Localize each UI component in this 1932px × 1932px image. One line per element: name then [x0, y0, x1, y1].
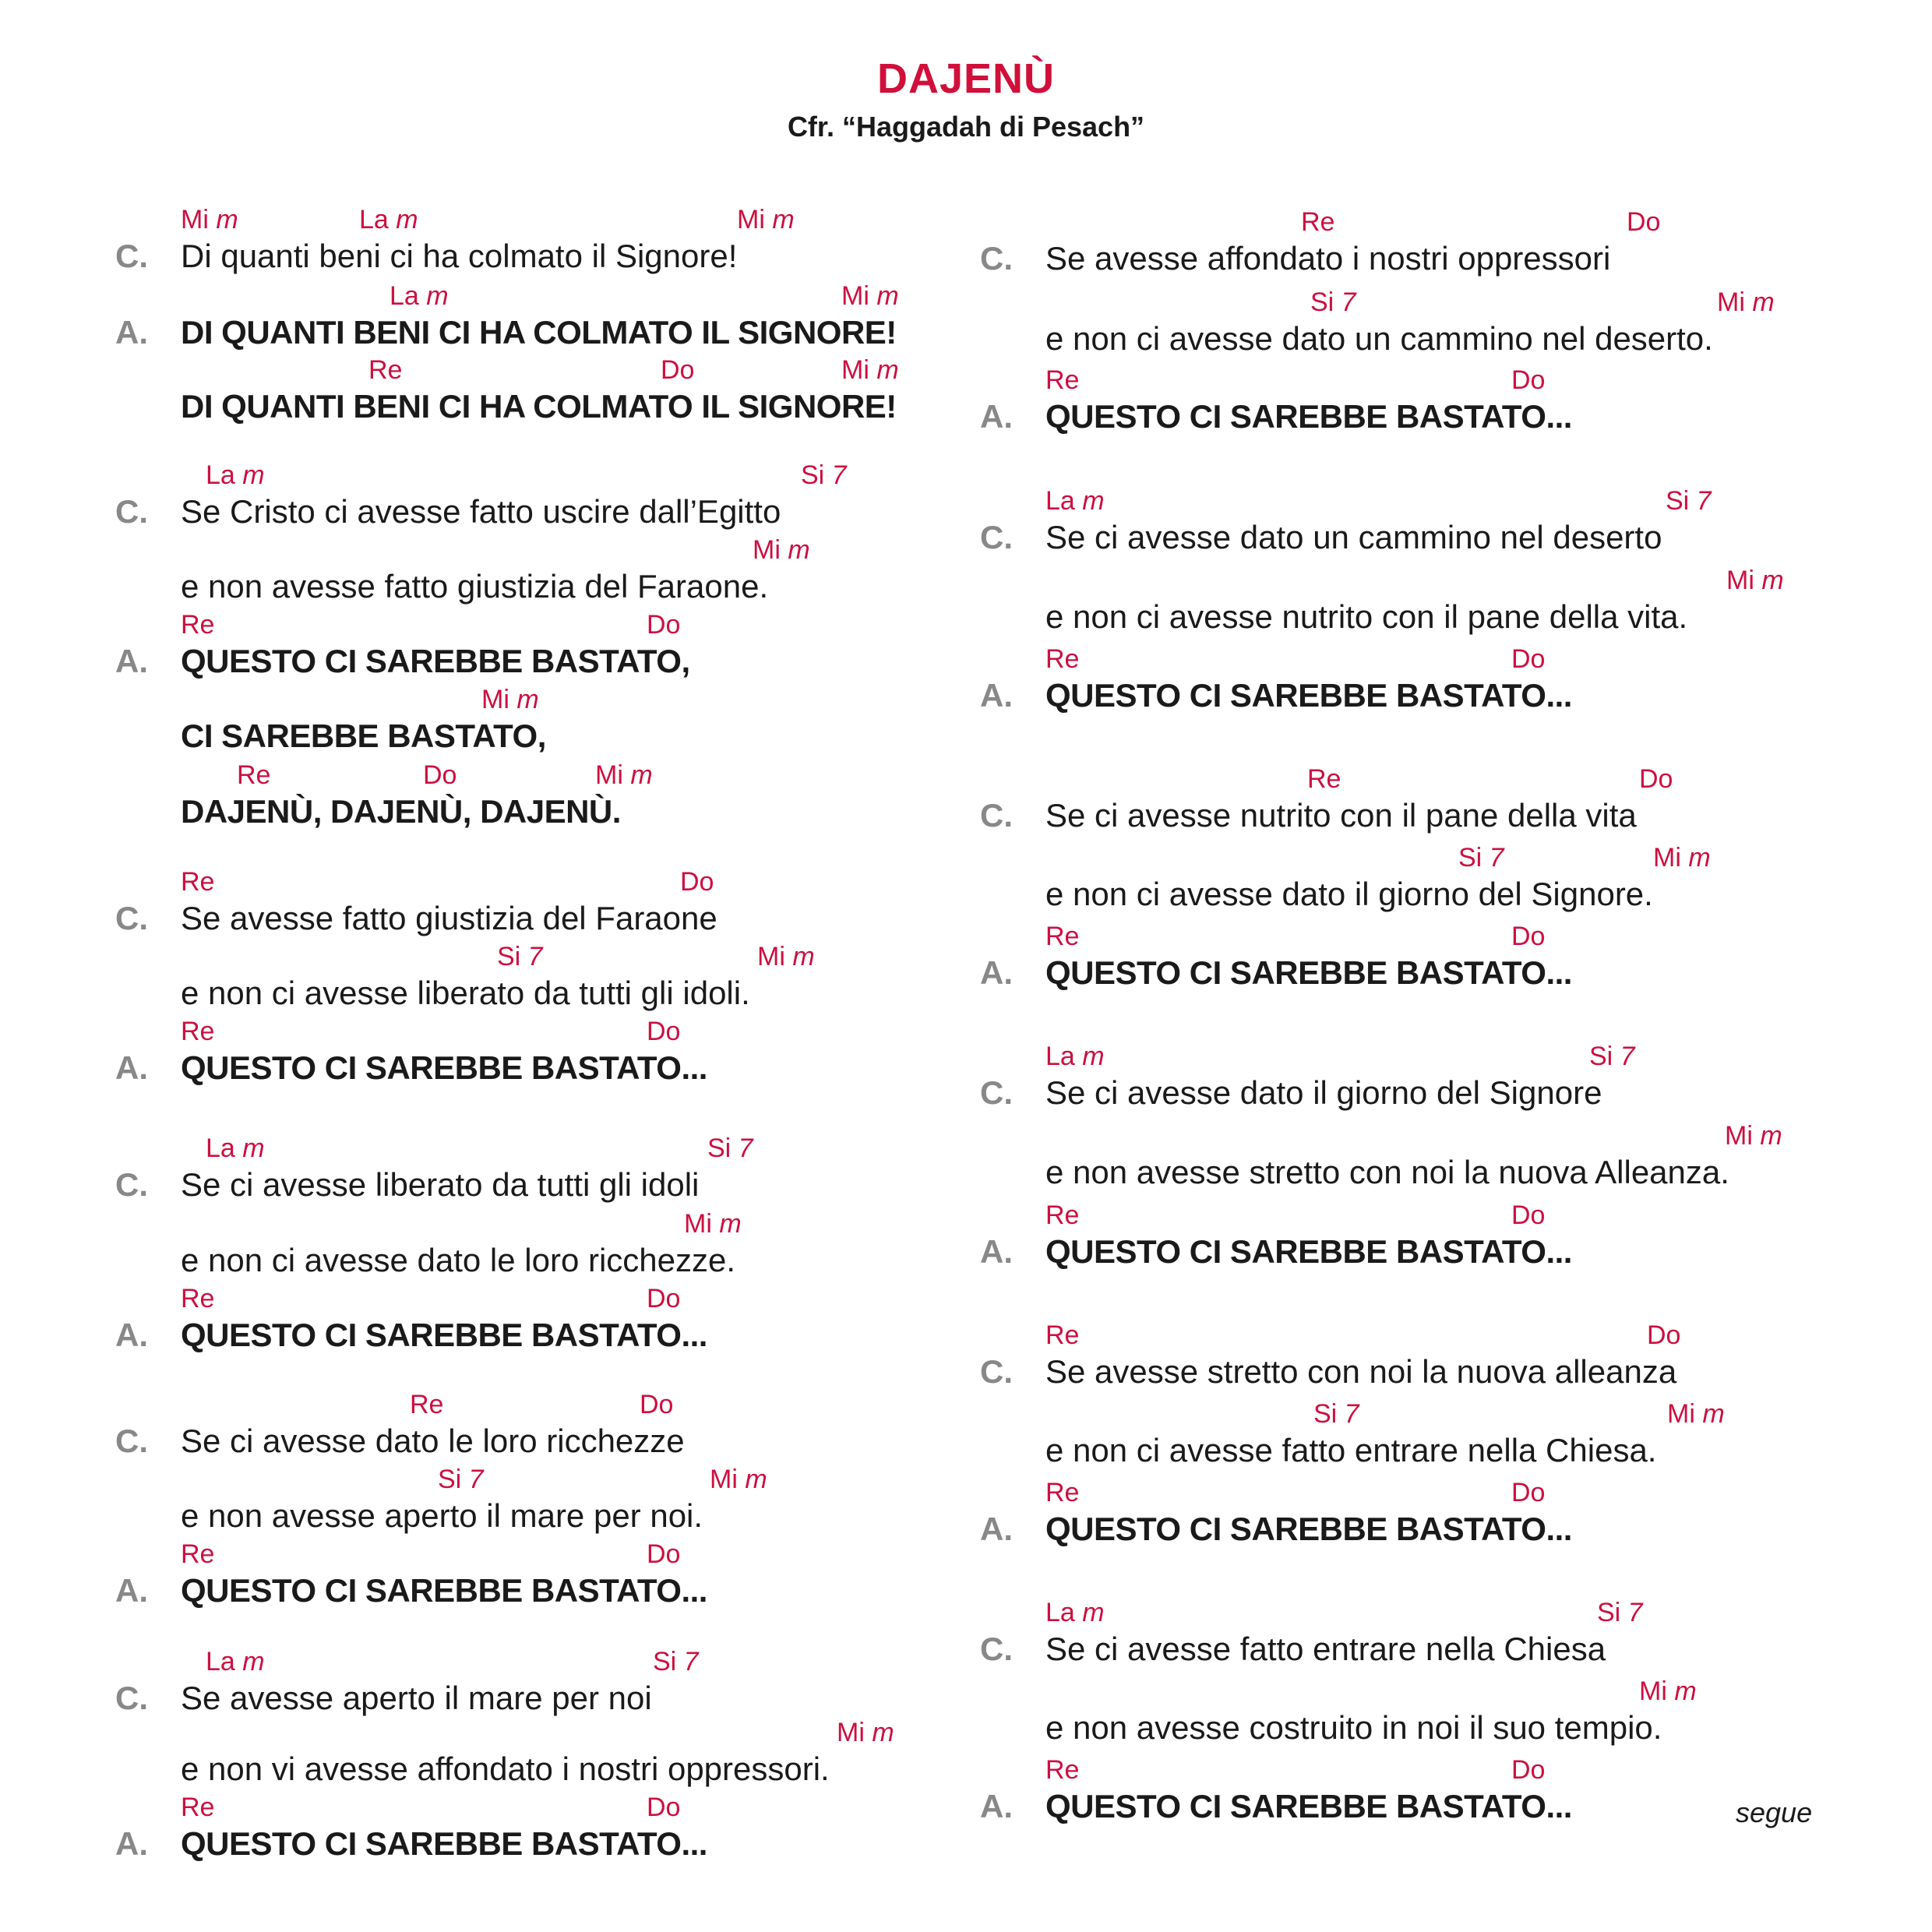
chord: Mi m — [757, 942, 815, 971]
chord: Mi m — [595, 760, 653, 790]
lyric-line — [980, 1477, 1876, 1555]
voice-label: A. — [980, 398, 1013, 435]
voice-label: A. — [980, 1788, 1013, 1824]
chord: Mi m — [1726, 566, 1784, 595]
assembly-lyric: DI QUANTI BENI CI HA COLMATO IL SIGNORE! — [181, 314, 897, 351]
lyric-line — [980, 643, 1876, 721]
chord: Do — [647, 1793, 681, 1822]
chord: Si 7 — [1310, 287, 1356, 317]
lyric-line — [115, 1208, 1011, 1286]
voice-label: C. — [980, 240, 1013, 277]
voice-label: A. — [115, 643, 148, 679]
chord-quality: m — [234, 1647, 265, 1676]
chord: La m — [359, 205, 418, 234]
cantor-lyric: e non ci avesse nutrito con il pane della vita. — [1045, 598, 1688, 635]
chord-quality: m — [869, 355, 899, 385]
chord: Do — [640, 1390, 674, 1419]
voice-label: C. — [980, 1353, 1013, 1390]
chord: Re — [181, 1284, 215, 1313]
assembly-lyric: QUESTO CI SAREBBE BASTATO... — [181, 1049, 707, 1086]
chord: Si 7 — [1313, 1399, 1359, 1429]
chord-quality: m — [1074, 1598, 1105, 1627]
chord: Do — [1647, 1320, 1681, 1350]
chord: Mi m — [753, 535, 810, 565]
cantor-lyric: e non ci avesse dato un cammino nel deserto. — [1045, 320, 1713, 357]
lyric-line — [115, 1389, 1011, 1467]
voice-label: A. — [115, 314, 148, 351]
chord-quality: m — [711, 1209, 742, 1239]
lyric-line — [115, 1539, 1011, 1616]
chord: Re — [181, 610, 215, 640]
chord: Do — [1511, 922, 1546, 951]
chord: Si 7 — [438, 1465, 484, 1494]
chord: Re — [181, 1017, 215, 1046]
voice-label: C. — [980, 1631, 1013, 1667]
lyric-line — [115, 1646, 1011, 1724]
cantor-lyric: e non vi avesse affondato i nostri oppressori. — [181, 1750, 830, 1787]
chord-quality: m — [1744, 287, 1775, 317]
chord-quality: 7 — [520, 942, 543, 971]
chord: Do — [647, 1284, 681, 1313]
chord-quality: m — [1666, 1676, 1697, 1706]
lyric-line — [115, 280, 1011, 358]
voice-label: C. — [115, 900, 148, 936]
chord-quality: m — [509, 685, 539, 714]
chord: Re — [1301, 207, 1335, 237]
chord: Mi m — [1653, 843, 1711, 873]
chord: Mi m — [1717, 287, 1775, 317]
lyric-line — [115, 1016, 1011, 1094]
chord: Mi m — [841, 355, 899, 385]
cantor-lyric: e non ci avesse liberato da tutti gli idoli. — [181, 975, 750, 1011]
lyric-line — [115, 354, 1011, 432]
assembly-lyric: QUESTO CI SAREBBE BASTATO... — [1045, 677, 1572, 714]
chord: Si 7 — [801, 460, 847, 490]
assembly-lyric: QUESTO CI SAREBBE BASTATO... — [181, 1572, 707, 1609]
chord: Re — [237, 760, 271, 790]
cantor-lyric: Se ci avesse dato un cammino nel deserto — [1045, 519, 1662, 555]
chord-quality: 7 — [1337, 1399, 1359, 1429]
lyric-line — [980, 1200, 1876, 1278]
chord: Si 7 — [707, 1133, 753, 1163]
cantor-lyric: e non avesse stretto con noi la nuova Alleanza. — [1045, 1154, 1729, 1190]
voice-label: C. — [980, 519, 1013, 555]
chord: Do — [1511, 644, 1546, 674]
chord: Do — [647, 1017, 681, 1046]
assembly-lyric: QUESTO CI SAREBBE BASTATO, — [181, 643, 690, 679]
chord: Do — [1511, 365, 1546, 395]
chord-quality: m — [418, 281, 449, 311]
chord: Mi m — [837, 1718, 894, 1747]
lyric-line — [980, 1320, 1876, 1398]
voice-label: C. — [115, 1423, 148, 1459]
lyric-line — [115, 1717, 1011, 1795]
lyric-line — [115, 760, 1011, 837]
chord: Re — [1045, 365, 1080, 395]
voice-label: C. — [115, 1166, 148, 1203]
chord: Mi m — [1725, 1121, 1782, 1151]
left-column — [115, 0, 1011, 1932]
chord-quality: m — [234, 1133, 265, 1163]
cantor-lyric: e non avesse fatto giustizia del Faraone. — [181, 568, 769, 605]
chord: Mi m — [1667, 1399, 1725, 1429]
lyric-line — [115, 609, 1011, 687]
lyric-line — [980, 1597, 1876, 1675]
chord: Re — [1045, 1755, 1080, 1785]
chord: Do — [661, 355, 695, 385]
chord: Si 7 — [1666, 486, 1712, 516]
chord-quality: m — [1074, 486, 1105, 516]
chord-quality: m — [1680, 843, 1711, 873]
lyric-line — [115, 534, 1011, 612]
lyric-line — [980, 1041, 1876, 1119]
chord-quality: m — [1694, 1399, 1725, 1429]
cantor-lyric: Se ci avesse liberato da tutti gli idoli — [181, 1166, 700, 1203]
chord-quality: 7 — [1334, 287, 1356, 317]
chord: Mi m — [737, 205, 795, 234]
chord: Re — [1045, 1478, 1080, 1507]
lyric-line — [115, 866, 1011, 944]
chord: La m — [206, 1133, 265, 1163]
voice-label: A. — [980, 1233, 1013, 1270]
cantor-lyric: Se avesse stretto con noi la nuova alleanza — [1045, 1353, 1677, 1390]
assembly-lyric: QUESTO CI SAREBBE BASTATO... — [1045, 1511, 1572, 1547]
lyric-line — [980, 565, 1876, 643]
chord-quality: m — [780, 535, 810, 565]
cantor-lyric: Se Cristo ci avesse fatto uscire dall’Egitto — [181, 493, 781, 530]
lyric-line — [980, 365, 1876, 442]
lyric-line — [980, 1676, 1876, 1754]
cantor-lyric: Se ci avesse dato le loro ricchezze — [181, 1423, 685, 1459]
chord: Si 7 — [1589, 1042, 1635, 1071]
chord: Si 7 — [653, 1647, 699, 1676]
voice-label: A. — [115, 1049, 148, 1086]
chord: Mi m — [710, 1465, 767, 1494]
chord: Re — [1045, 644, 1080, 674]
continues-note: segue — [1736, 1796, 1813, 1828]
cantor-lyric: Se ci avesse nutrito con il pane della vita — [1045, 797, 1637, 834]
cantor-lyric: Se avesse affondato i nostri oppressori — [1045, 240, 1611, 277]
chord: Do — [680, 867, 714, 897]
chord-quality: 7 — [676, 1647, 699, 1676]
lyric-line — [115, 684, 1011, 762]
chord: La m — [1045, 1598, 1105, 1627]
song-subtitle: Cfr. “Haggadah di Pesach” — [787, 111, 1145, 143]
lyric-line — [115, 941, 1011, 1019]
chord: Mi m — [481, 685, 539, 714]
cantor-lyric: Se ci avesse fatto entrare nella Chiesa — [1045, 1631, 1606, 1667]
assembly-lyric: QUESTO CI SAREBBE BASTATO... — [1045, 1233, 1572, 1270]
cantor-lyric: e non avesse aperto il mare per noi. — [181, 1497, 703, 1534]
lyric-line — [115, 1133, 1011, 1211]
chord: Re — [1045, 1320, 1080, 1350]
chord-quality: m — [234, 460, 265, 490]
chord: Mi m — [841, 281, 899, 311]
chord: Si 7 — [1597, 1598, 1643, 1627]
lyric-line — [980, 842, 1876, 920]
assembly-lyric: QUESTO CI SAREBBE BASTATO... — [181, 1317, 707, 1353]
assembly-lyric: QUESTO CI SAREBBE BASTATO... — [1045, 398, 1572, 435]
chord: Mi m — [181, 205, 238, 234]
chord: Re — [181, 1539, 215, 1569]
lyric-line — [115, 1464, 1011, 1542]
chord-quality: m — [1752, 1121, 1782, 1151]
chord: La m — [1045, 486, 1105, 516]
voice-label: A. — [115, 1317, 148, 1353]
chord: Do — [1511, 1478, 1546, 1507]
chord: Re — [1045, 1200, 1080, 1230]
assembly-lyric: QUESTO CI SAREBBE BASTATO... — [1045, 954, 1572, 991]
chord-quality: 7 — [461, 1465, 484, 1494]
cantor-lyric: Se ci avesse dato il giorno del Signore — [1045, 1074, 1602, 1111]
chord-quality: m — [388, 205, 418, 234]
chord: La m — [390, 281, 449, 311]
lyric-line — [115, 204, 1011, 282]
chord: La m — [206, 460, 265, 490]
chord-quality: 7 — [1482, 843, 1504, 873]
cantor-lyric: e non ci avesse dato le loro ricchezze. — [181, 1242, 736, 1278]
chord: Do — [647, 610, 681, 640]
lyric-line — [980, 1120, 1876, 1198]
chord: La m — [206, 1647, 265, 1676]
chord: Do — [1511, 1755, 1546, 1785]
chord-quality: m — [764, 205, 795, 234]
cantor-lyric: e non ci avesse dato il giorno del Signore. — [1045, 876, 1653, 912]
chord: Do — [1627, 207, 1661, 237]
voice-label: C. — [980, 797, 1013, 834]
right-column — [980, 0, 1876, 1932]
chord-quality: m — [737, 1465, 767, 1494]
lyric-line — [980, 1398, 1876, 1476]
cantor-lyric: Di quanti beni ci ha colmato il Signore! — [181, 238, 738, 274]
lyric-line — [980, 485, 1876, 563]
chord: Re — [1307, 764, 1341, 794]
cantor-lyric: e non ci avesse fatto entrare nella Chiesa. — [1045, 1432, 1657, 1468]
voice-label: A. — [980, 677, 1013, 714]
chord: Re — [1045, 922, 1080, 951]
chord-quality: m — [1074, 1042, 1105, 1071]
chord-quality: 7 — [1620, 1598, 1643, 1627]
lyric-line — [980, 287, 1876, 365]
lyric-line — [115, 1792, 1011, 1870]
assembly-lyric: QUESTO CI SAREBBE BASTATO... — [181, 1825, 707, 1862]
assembly-lyric: CI SAREBBE BASTATO, — [181, 717, 546, 754]
lyric-line — [980, 206, 1876, 284]
song-title: DAJENÙ — [876, 55, 1056, 102]
chord: Mi m — [1639, 1676, 1697, 1706]
chord-quality: m — [1754, 566, 1784, 595]
chord-quality: m — [622, 760, 653, 790]
chord: Do — [647, 1539, 681, 1569]
chord: Do — [1639, 764, 1673, 794]
chord: Re — [410, 1390, 444, 1419]
chord-quality: 7 — [1689, 486, 1712, 516]
cantor-lyric: e non avesse costruito in noi il suo tempio. — [1045, 1709, 1662, 1746]
assembly-lyric: DAJENÙ, DAJENÙ, DAJENÙ. — [181, 793, 621, 830]
chord: Re — [181, 1793, 215, 1822]
voice-label: A. — [980, 1511, 1013, 1547]
voice-label: C. — [115, 493, 148, 530]
voice-label: C. — [115, 238, 148, 274]
chord-quality: m — [784, 942, 815, 971]
lyric-line — [980, 921, 1876, 999]
chord: Do — [423, 760, 457, 790]
chord: Re — [181, 867, 215, 897]
chord: Si 7 — [497, 942, 543, 971]
chord-quality: 7 — [1613, 1042, 1635, 1071]
chord-quality: 7 — [731, 1133, 753, 1163]
chord: Mi m — [684, 1209, 742, 1239]
lyric-line — [115, 1283, 1011, 1361]
chord: Re — [368, 355, 403, 385]
chord-quality: m — [864, 1718, 894, 1747]
chord-quality: m — [869, 281, 899, 311]
assembly-lyric: QUESTO CI SAREBBE BASTATO... — [1045, 1788, 1572, 1824]
voice-label: C. — [115, 1680, 148, 1716]
lyric-line — [115, 460, 1011, 538]
cantor-lyric: Se avesse fatto giustizia del Faraone — [181, 900, 717, 936]
voice-label: C. — [980, 1074, 1013, 1111]
chord: Do — [1511, 1200, 1546, 1230]
chord: La m — [1045, 1042, 1105, 1071]
voice-label: A. — [980, 954, 1013, 991]
voice-label: A. — [115, 1572, 148, 1609]
chord-quality: m — [208, 205, 238, 234]
chord-quality: 7 — [824, 460, 847, 490]
assembly-lyric: DI QUANTI BENI CI HA COLMATO IL SIGNORE! — [181, 388, 897, 425]
lyric-line — [980, 763, 1876, 841]
chord: Si 7 — [1458, 843, 1504, 873]
voice-label: A. — [115, 1825, 148, 1862]
cantor-lyric: Se avesse aperto il mare per noi — [181, 1680, 652, 1716]
